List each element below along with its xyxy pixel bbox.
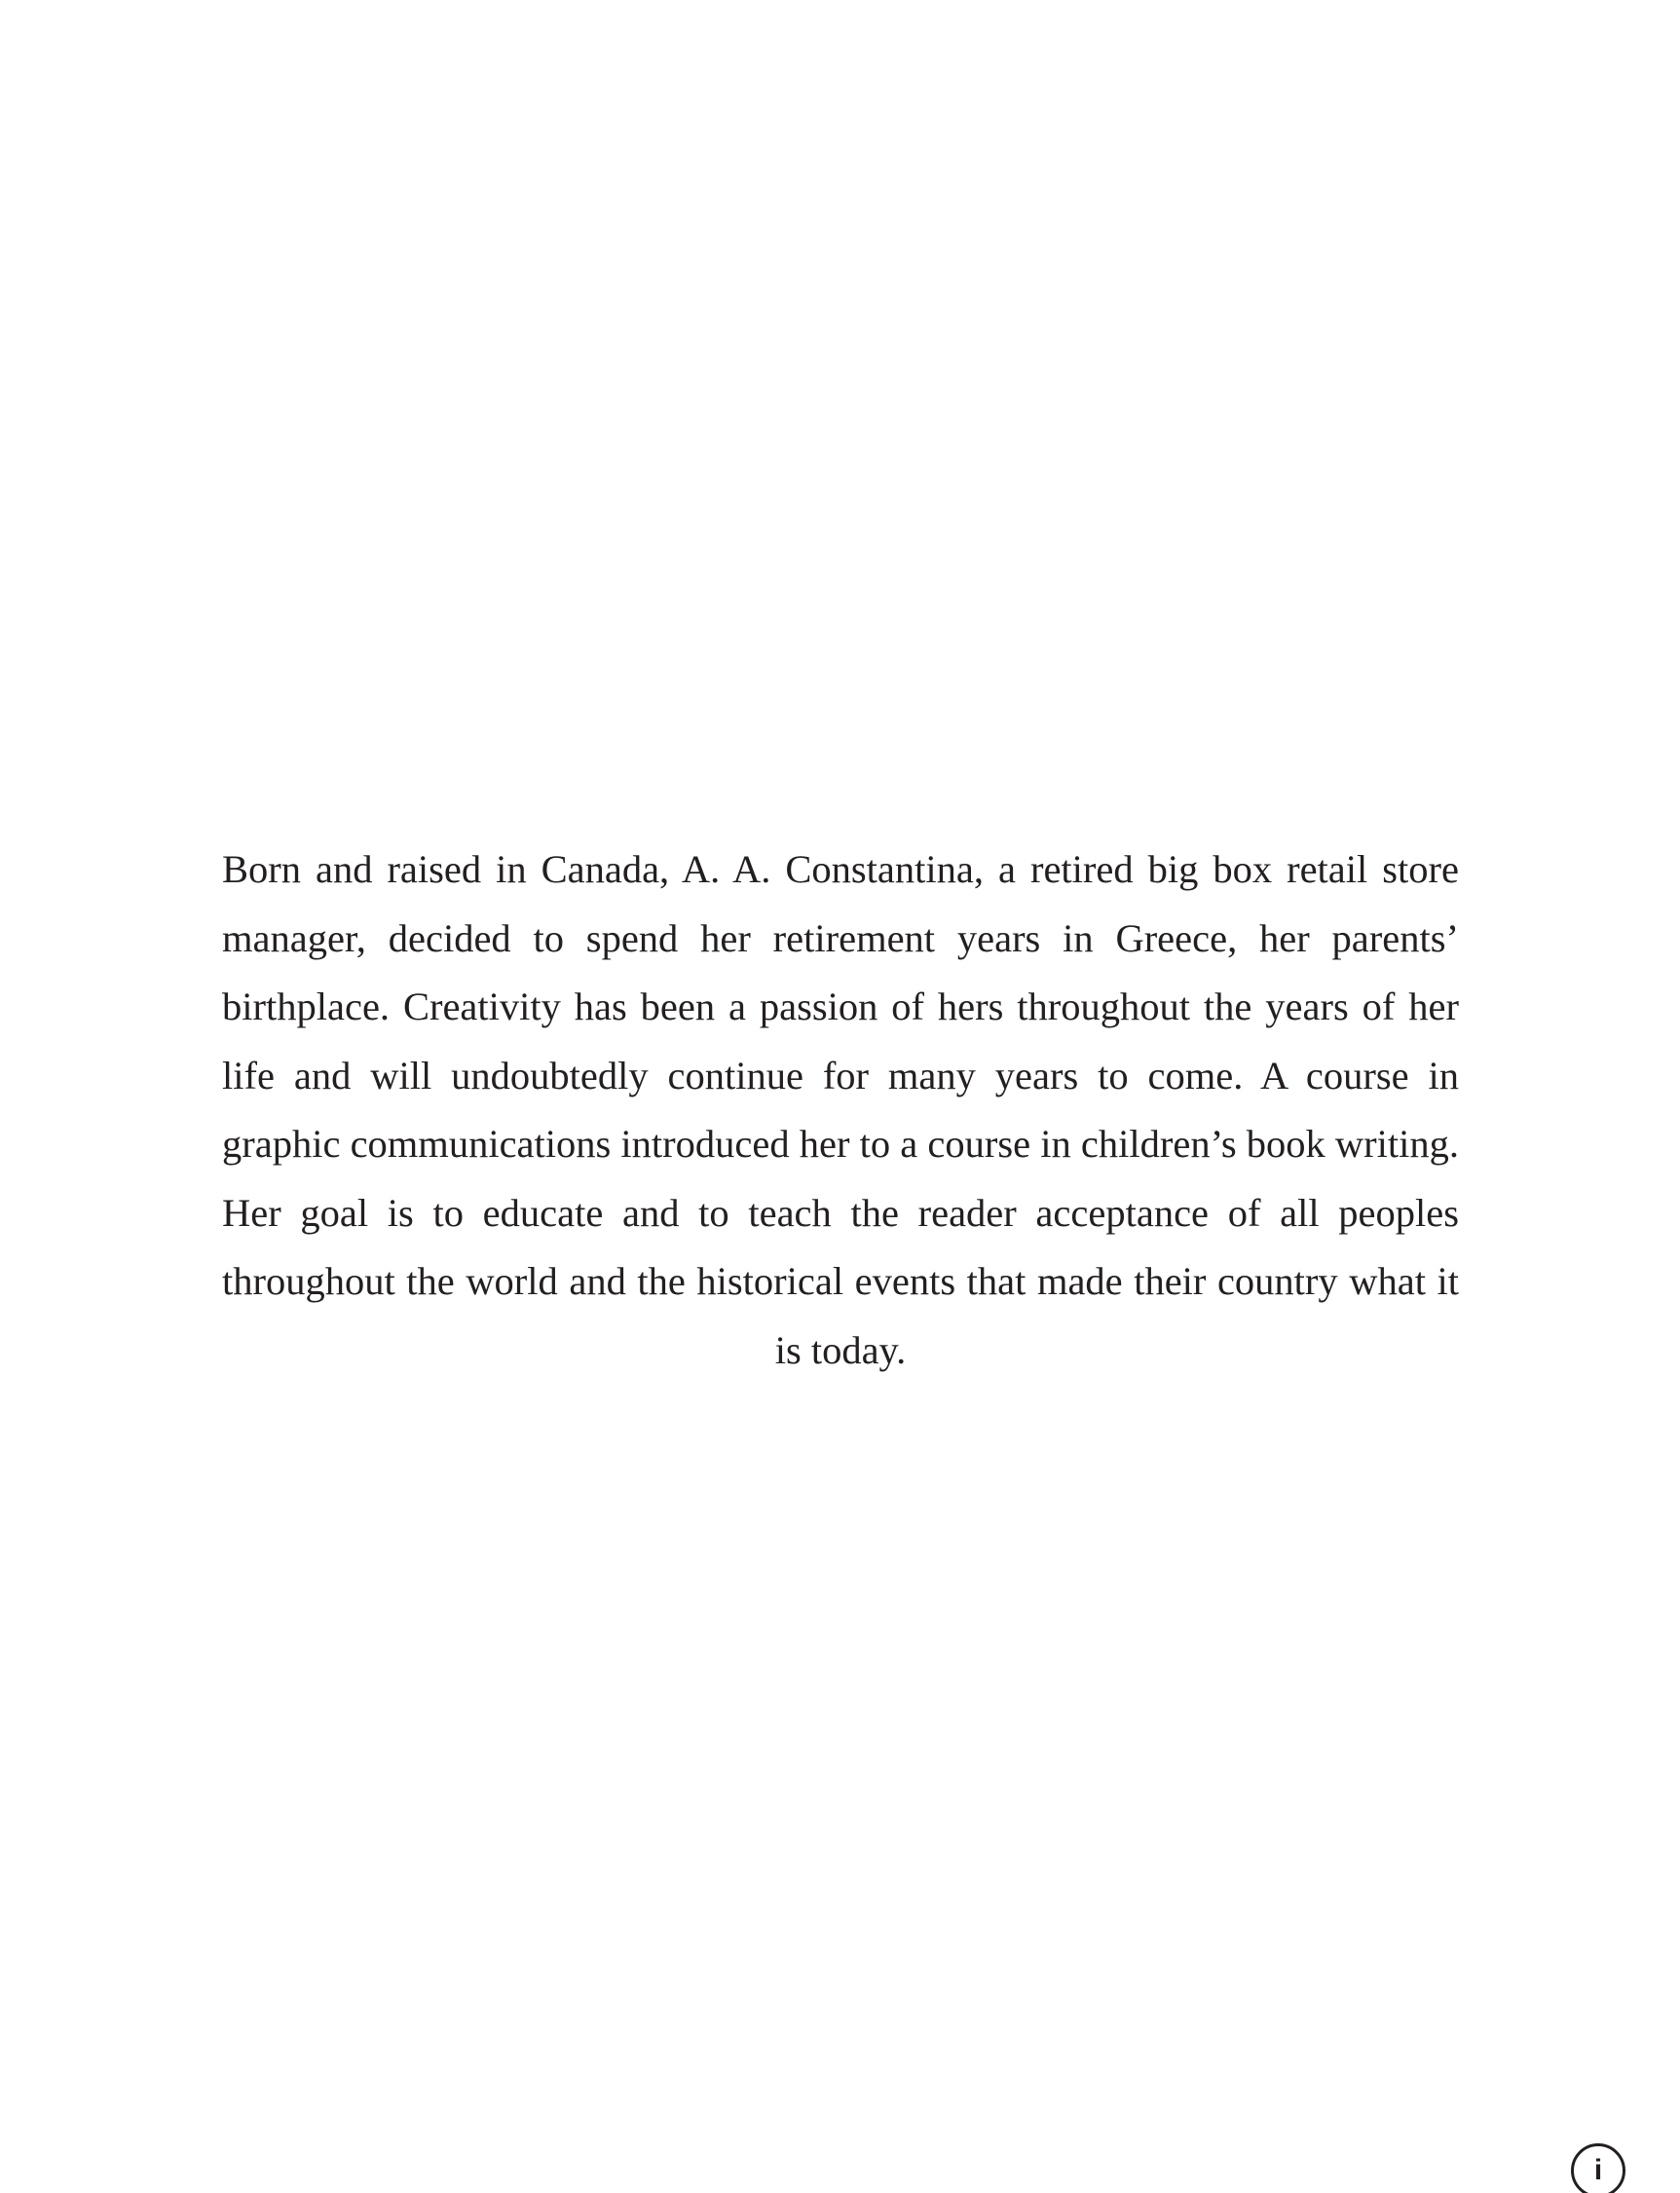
page-number-badge: i	[1571, 2143, 1625, 2193]
author-bio-paragraph: Born and raised in Canada, A. A. Constantina, a retired big box retail store manager, decided to spend her retirement years in Greece, her parents’ birthplace. Creativity has been a passion of hers throughout the years of her life and will undoubtedly continue for many years to come. A course in graphic communications introduced her to a course in children’s book writing. Her goal is to educate and to teach the reader acceptance of all peoples throughout the world and the historical events that made their country what it is today.	[222, 847, 1459, 1372]
